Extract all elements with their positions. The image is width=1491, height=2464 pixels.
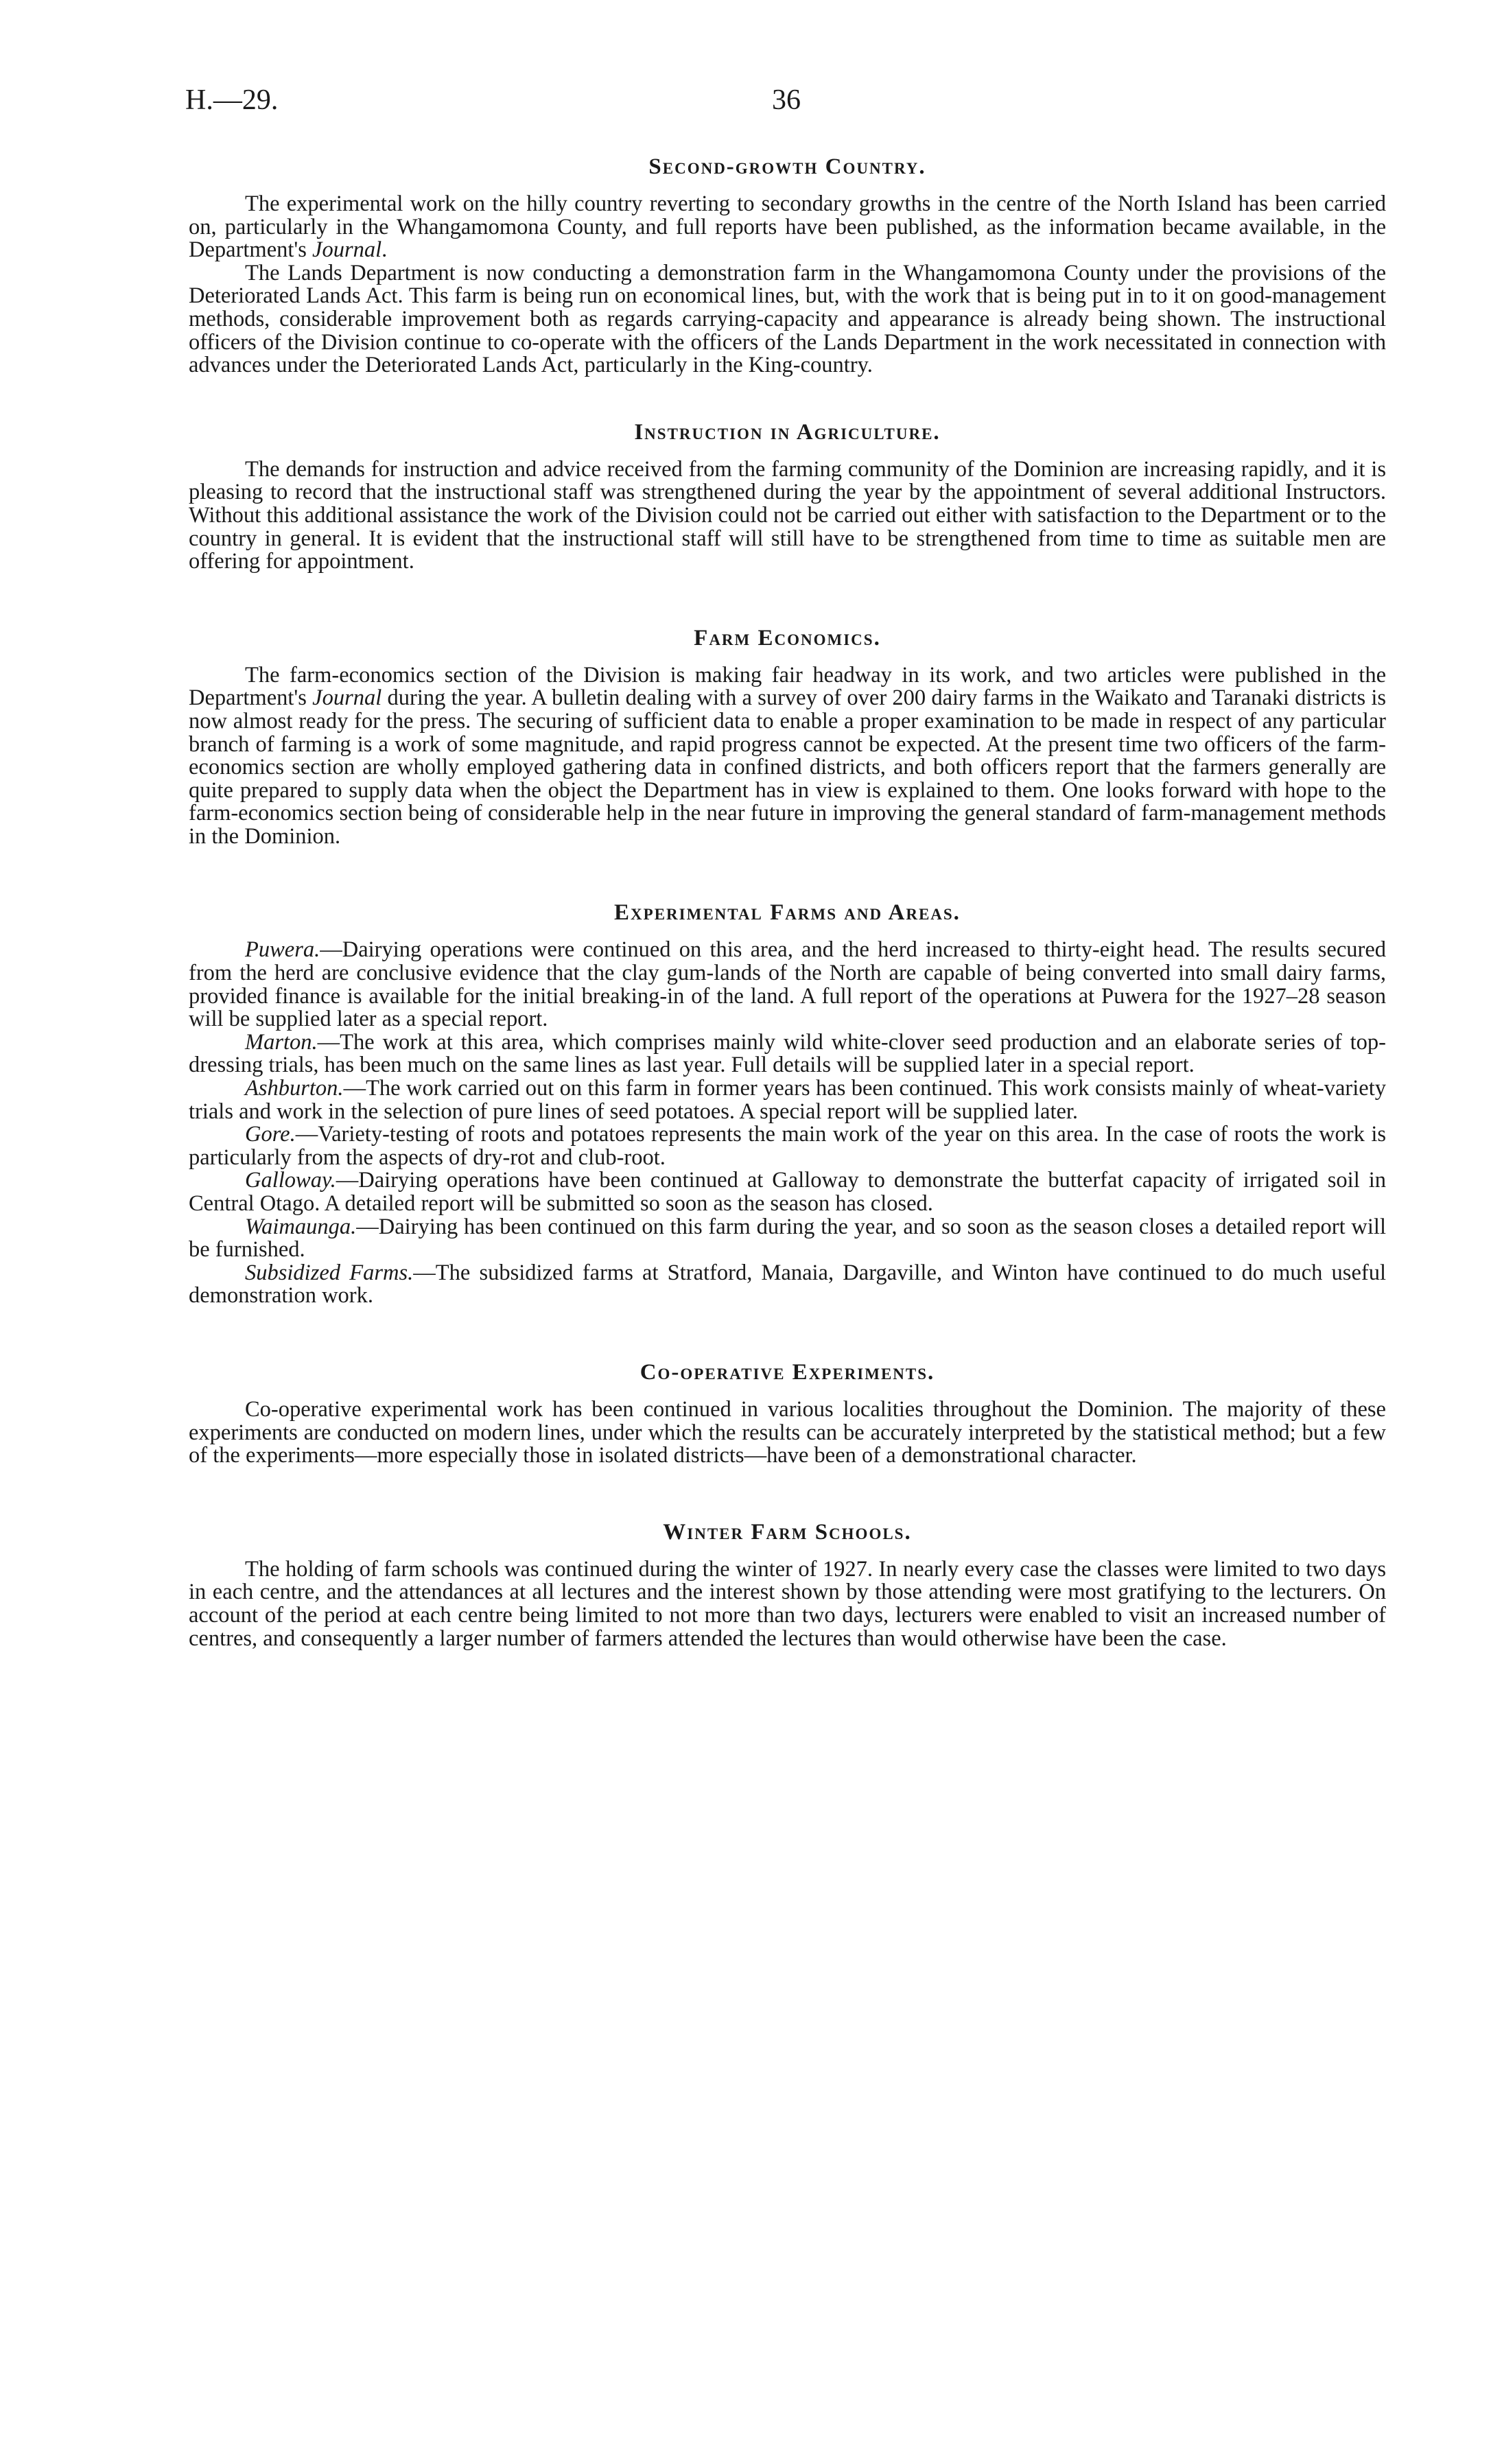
farm-label: Galloway. <box>245 1168 336 1193</box>
farm-entry-ashburton <box>189 1077 1386 1123</box>
section-farm-economics <box>189 626 1386 849</box>
farm-text: —Variety-testing of roots and potatoes represents the main work of the year on this area. In the case of roots the work is particularly from the aspects of dry-rot and club-root. <box>189 1122 1386 1170</box>
section-heading: Experimental Farms and Areas. <box>614 900 961 926</box>
section-heading: Farm Economics. <box>694 625 881 650</box>
section-instruction-in-agriculture <box>189 420 1386 574</box>
running-header <box>185 84 1386 125</box>
farm-entry-marton <box>189 1031 1386 1077</box>
section-heading: Instruction in Agriculture. <box>634 419 941 445</box>
farm-text: —The work carried out on this farm in former years has been continued. This work consists mainly of wheat-variety trials and work in the selection of pure lines of seed potatoes. A special report will be supplied later. <box>189 1076 1386 1124</box>
farm-entry-gore <box>189 1123 1386 1169</box>
paragraph: The experimental work on the hilly country reverting to secondary growths in the centre of the North Island has been carried on, particularly in the Whangamomona County, and full reports have been published, as the information became available, in the Department's Journal. <box>189 191 1386 263</box>
paragraph: The farm-economics section of the Division is making fair headway in its work, and two articles were published in the Department's Journal during the year. A bulletin dealing with a survey of over 200 dairy farms in the Waikato and Taranaki districts is now almost ready for the press. The securing of sufficient data to enable a proper examination to be made in respect of any particular branch of farming is a work of some magnitude, and rapid progress cannot be expected. At the present time two officers of the farm-economics section are wholly employed gathering data in confined districts, and both officers report that the farmers generally are quite prepared to supply data when the object the Department has in view is explained to them. One looks forward with hope to the farm-economics section being of considerable help in the near future in improving the general standard of farm-management methods in the Dominion. <box>189 662 1387 849</box>
farm-text: —Dairying has been continued on this farm during the year, and so soon as the season closes a detailed report will be furnished. <box>189 1214 1386 1263</box>
farm-entry-puwera <box>189 939 1386 1031</box>
paragraph: The holding of farm schools was continued during the winter of 1927. In nearly every case the classes were limited to two days in each centre, and the attendances at all lectures and the interest shown by those attending were most gratifying to the lecturers. On account of the period at each centre being limited to not more than two days, lecturers were enabled to visit an increased number of centres, and consequently a larger number of farmers attended the lectures than would otherwise have been the case. <box>189 1556 1386 1651</box>
report-reference: H.—29. <box>185 84 279 116</box>
farm-entry-galloway <box>189 1169 1386 1215</box>
farm-entry-subsidized-farms <box>189 1262 1386 1308</box>
farm-text: —Dairying operations were continued on this area, and the herd increased to thirty-eight head. The results secured from the herd are conclusive evidence that the clay gum-lands of the North are capable of being converted into small dairy farms, provided finance is available for the initial breaking-in of the land. A full report of the operations at Puwera for the 1927–28 season will be supplied later as a special report. <box>189 937 1386 1032</box>
farm-text: —The work at this area, which comprises mainly wild white-clover seed production and an elaborate series of top-dressing trials, has been much on the same lines as last year. Full details will be supplied later in a special report. <box>189 1029 1386 1078</box>
page-number: 36 <box>772 84 801 116</box>
section-experimental-farms-and-areas <box>189 900 1386 1308</box>
section-heading: Winter Farm Schools. <box>663 1519 912 1545</box>
journal-title: Journal <box>312 685 382 711</box>
paragraph: The Lands Department is now conducting a demonstration farm in the Whangamomona County under the provisions of the Deteriorated Lands Act. This farm is being run on economical lines, but, with the work that is being put in to it on good-management methods, considerable improvement both as regards carrying-capacity and appearance is already being shown. The instructional officers of the Division continue to co-operate with the officers of the Lands Department in the work necessitated in connection with advances under the Deteriorated Lands Act, particularly in the King-country. <box>189 260 1386 378</box>
paragraph: The demands for instruction and advice received from the farming community of the Dominion are increasing rapidly, and it is pleasing to record that the instructional staff was strengthened during the year by the appointment of several additional Instructors. Without this additional assistance the work of the Division could not be carried out either with satisfaction to the Department or to the country in general. It is evident that the instructional staff will still have to be strengthened from time to time as suitable men are offering for appointment. <box>189 456 1386 574</box>
farm-label: Ashburton. <box>245 1076 344 1101</box>
section-co-operative-experiments <box>189 1360 1386 1468</box>
section-heading: Second-growth Country. <box>648 154 926 179</box>
page-body <box>189 154 1386 1650</box>
section-winter-farm-schools <box>189 1520 1386 1650</box>
farm-text: —The subsidized farms at Stratford, Manaia, Dargaville, and Winton have continued to do much useful demonstration work. <box>189 1260 1386 1309</box>
farm-label: Puwera. <box>245 937 320 963</box>
journal-title: Journal <box>312 237 382 263</box>
section-second-growth-country <box>189 154 1386 377</box>
section-heading: Co-operative Experiments. <box>639 1359 935 1385</box>
farm-label: Gore. <box>245 1122 296 1147</box>
farm-label: Subsidized Farms. <box>245 1260 414 1285</box>
farm-label: Marton. <box>245 1029 318 1055</box>
farm-entry-waimaunga <box>189 1216 1386 1262</box>
farm-label: Waimaunga. <box>245 1214 357 1239</box>
farm-text: —Dairying operations have been continued at Galloway to demonstrate the butterfat capacity of irrigated soil in Central Otago. A detailed report will be submitted so soon as the season has closed. <box>189 1168 1386 1216</box>
paragraph: Co-operative experimental work has been continued in various localities throughout the Dominion. The majority of these experiments are conducted on modern lines, under which the results can be accurately interpreted by the statistical method; but a few of the experiments—more especially those in isolated districts—have been of a demonstrational character. <box>189 1396 1386 1468</box>
